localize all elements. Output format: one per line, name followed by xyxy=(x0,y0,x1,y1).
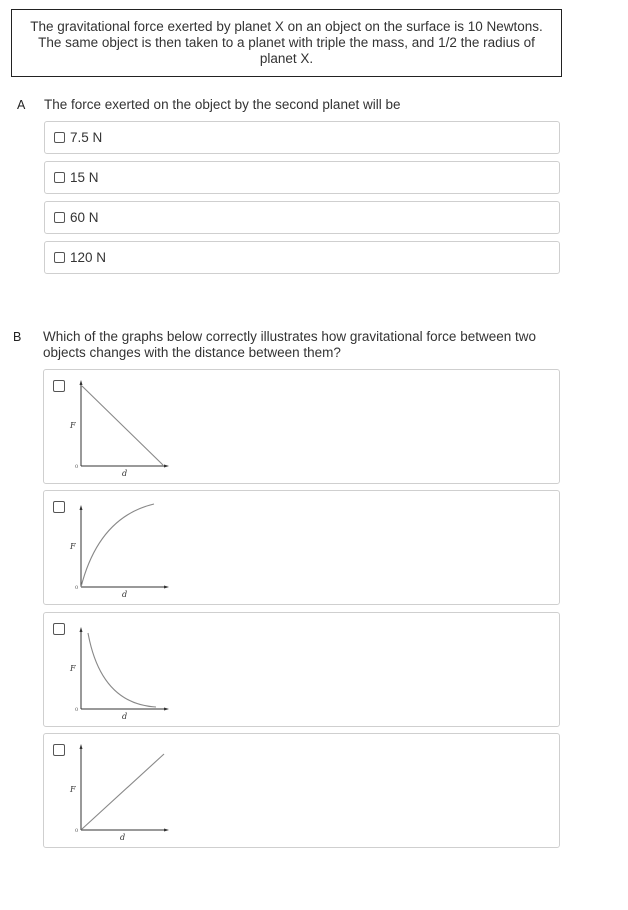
y-axis-label: F xyxy=(70,421,76,430)
y-axis-label: F xyxy=(70,542,76,551)
graph-inverse-square-decay xyxy=(64,619,224,725)
checkbox[interactable] xyxy=(54,172,65,183)
x-axis-label: d xyxy=(120,833,126,842)
graph-linear-decreasing xyxy=(64,376,224,482)
prompt-text: The gravitational force exerted by planet X on an object on the surface is 10 Newtons. The same object is then taken to a planet with triple the mass, and 1/2 the radius of planet X. xyxy=(30,19,543,66)
origin-label: 0 xyxy=(75,828,79,834)
option-label: 15 N xyxy=(70,170,99,185)
checkbox[interactable] xyxy=(54,132,65,143)
checkbox[interactable] xyxy=(54,252,65,263)
graph-increasing-saturating xyxy=(64,497,224,603)
option-label: 60 N xyxy=(70,210,99,225)
graph-option-4[interactable] xyxy=(43,733,560,848)
checkbox[interactable] xyxy=(54,212,65,223)
y-axis-label: F xyxy=(70,664,76,673)
graph-option-3[interactable] xyxy=(43,612,560,727)
graph-option-2[interactable] xyxy=(43,490,560,605)
x-axis-label: d xyxy=(122,712,128,721)
question-a-text: The force exerted on the object by the second planet will be xyxy=(44,97,401,112)
x-axis-label: d xyxy=(122,469,128,478)
option-label: 7.5 N xyxy=(70,130,103,145)
question-prompt xyxy=(11,9,562,77)
option-label: 120 N xyxy=(70,250,107,265)
origin-label: 0 xyxy=(75,585,79,591)
question-b-text: Which of the graphs below correctly illustrates how gravitational force between two objects changes with the distance between them? xyxy=(43,329,536,360)
option-a-1[interactable] xyxy=(44,121,560,154)
graph-linear-increasing xyxy=(64,740,224,846)
option-a-4[interactable] xyxy=(44,241,560,274)
origin-label: 0 xyxy=(75,464,79,470)
y-axis-label: F xyxy=(70,785,76,794)
x-axis-label: d xyxy=(122,590,128,599)
origin-label: 0 xyxy=(75,707,79,713)
question-a-letter: A xyxy=(17,98,26,112)
graph-option-1[interactable] xyxy=(43,369,560,484)
option-a-2[interactable] xyxy=(44,161,560,194)
question-b-letter: B xyxy=(13,330,22,344)
option-a-3[interactable] xyxy=(44,201,560,234)
